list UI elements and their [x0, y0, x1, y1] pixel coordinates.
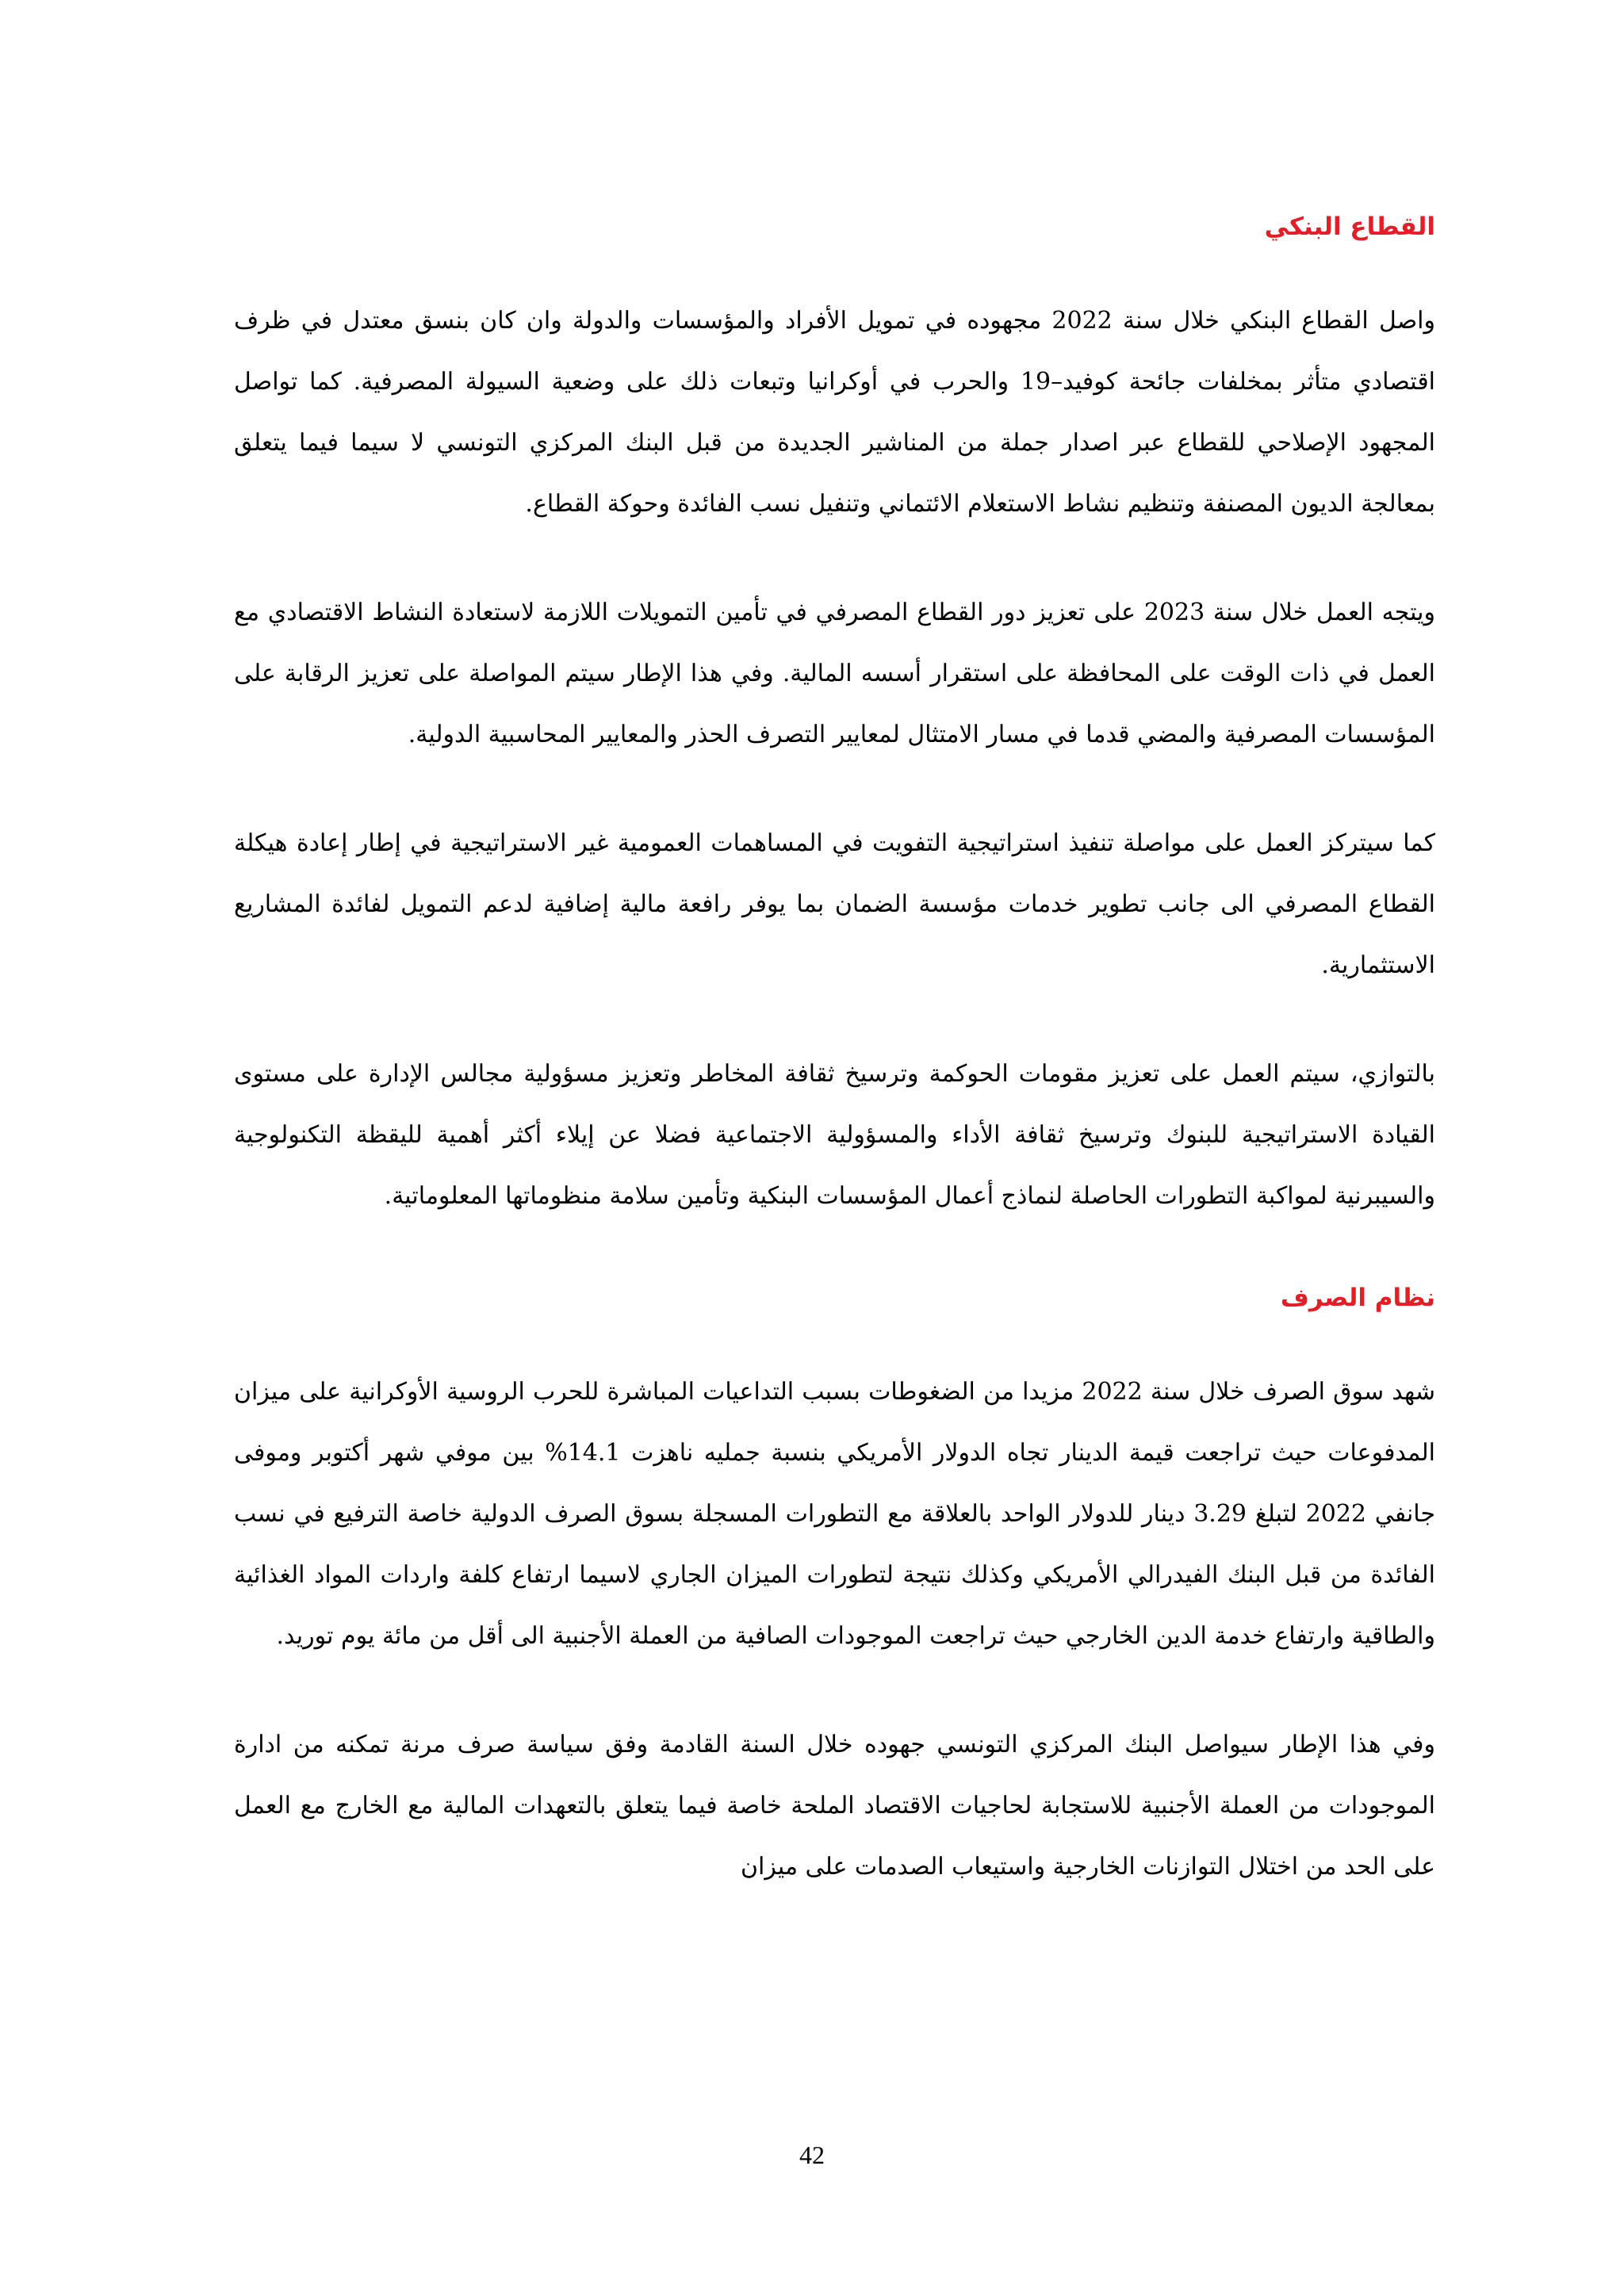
section-heading-exchange-regime: نظام الصرف [1280, 1284, 1435, 1312]
page-content [234, 203, 1435, 1897]
paragraph: وفي هذا الإطار سيواصل البنك المركزي التونسي جهوده خلال السنة القادمة وفق سياسة صرف مرنة تمكنه من ادارة الموجودات من العملة الأجنبية للاستجابة لحاجيات الاقتصاد الملحة خاصة فيما يتعلق بالتعهدات المالية مع الخارج مع العمل على الحد من اختلال التوازنات الخارجية واستيعاب الصدمات على ميزان [234, 1731, 1435, 1881]
paragraph: بالتوازي، سيتم العمل على تعزيز مقومات الحوكمة وترسيخ ثقافة المخاطر وتعزيز مسؤولية مجالس الإدارة على مستوى القيادة الاستراتيجية للبنوك وترسيخ ثقافة الأداء والمسؤولية الاجتماعية فضلا عن إيلاء أكثر أهمية لليقظة التكنولوجية والسيبرنية لمواكبة التطورات الحاصلة لنماذج أعمال المؤسسات البنكية وتأمين سلامة منظوماتها المعلوماتية. [234, 1060, 1435, 1210]
section-heading-banking-sector: القطاع البنكي [1264, 212, 1435, 241]
paragraph: ويتجه العمل خلال سنة 2023 على تعزيز دور القطاع المصرفي في تأمين التمويلات اللازمة لاستعادة النشاط الاقتصادي مع العمل في ذات الوقت على المحافظة على استقرار أسسه المالية. وفي هذا الإطار سيتم المواصلة على تعزيز الرقابة على المؤسسات المصرفية والمضي قدما في مسار الامتثال لمعايير التصرف الحذر والمعايير المحاسبية الدولية. [234, 599, 1435, 748]
paragraph: كما سيتركز العمل على مواصلة تنفيذ استراتيجية التفويت في المساهمات العمومية غير الاستراتيجية في إطار إعادة هيكلة القطاع المصرفي الى جانب تطوير خدمات مؤسسة الضمان بما يوفر رافعة مالية إضافية لدعم التمويل لفائدة المشاريع الاستثمارية. [234, 829, 1435, 979]
page-number: 42 [799, 2141, 825, 2169]
paragraph: واصل القطاع البنكي خلال سنة 2022 مجهوده في تمويل الأفراد والمؤسسات والدولة وان كان بنسق معتدل في ظرف اقتصادي متأثر بمخلفات جائحة كوفيد–19 والحرب في أوكرانيا وتبعات ذلك على وضعية السيولة المصرفية. كما تواصل المجهود الإصلاحي للقطاع عبر اصدار جملة من المناشير الجديدة من قبل البنك المركزي التونسي لا سيما فيما يتعلق بمعالجة الديون المصنفة وتنظيم نشاط الاستعلام الائتماني وتنفيل نسب الفائدة وحوكة القطاع. [234, 307, 1435, 518]
paragraph: شهد سوق الصرف خلال سنة 2022 مزيدا من الضغوطات بسبب التداعيات المباشرة للحرب الروسية الأوكرانية على ميزان المدفوعات حيث تراجعت قيمة الدينار تجاه الدولار الأمريكي بنسبة جمليه ناهزت 14.1% بين موفي شهر أكتوبر وموفى جانفي 2022 لتبلغ 3.29 دينار للدولار الواحد بالعلاقة مع التطورات المسجلة بسوق الصرف الدولية خاصة الترفيع في نسب الفائدة من قبل البنك الفيدرالي الأمريكي وكذلك نتيجة لتطورات الميزان الجاري لاسيما ارتفاع كلفة واردات المواد الغذائية والطاقية وارتفاع خدمة الدين الخارجي حيث تراجعت الموجودات الصافية من العملة الأجنبية الى أقل من مائة يوم توريد. [234, 1378, 1435, 1650]
